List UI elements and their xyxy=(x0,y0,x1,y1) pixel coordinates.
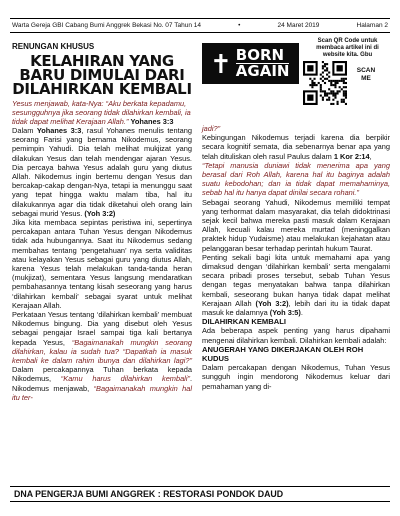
born-again-text xyxy=(236,48,290,79)
p3-text-a: Perkataan Yesus tentang ‘dilahirkan kembali’ membuat Nikodemus bingung. Dia yang disebut oleh Yesus sebagai pengajar Israel sampai tiga kali bertanya kepada Yesus, xyxy=(12,310,192,347)
p3-quote-3: “Bagaimanakah mungkin hal itu ter- xyxy=(12,383,192,402)
p3-text-c: . Nikodemus menjawab, xyxy=(12,374,192,393)
article-title xyxy=(12,54,192,96)
rp1-text: Kebingungan Nikodemus terjadi karena dia berpikir secara kognitif semata, dia sebenarnya benar apa yang telah dituliskan oleh rasul Paulus dalam xyxy=(202,133,390,161)
rp1-end: , xyxy=(369,151,372,161)
p1-bible-ref-2: (Yoh 3:2) xyxy=(82,208,116,218)
right-column xyxy=(202,124,390,391)
paragraph-1 xyxy=(12,126,192,218)
subheading-dilahirkan-kembali: DILAHIRKAN KEMBALI xyxy=(202,317,286,327)
born-again-logo xyxy=(202,43,299,84)
lead-quote xyxy=(12,99,192,126)
subheading-anugerah: ANUGERAH YANG DIKERJAKAN OLEH ROH KUDUS xyxy=(202,344,364,364)
rp3-ref-2: (Yoh 3:5) xyxy=(269,308,301,318)
header-bullet: • xyxy=(238,22,241,29)
right-paragraph-1 xyxy=(202,133,390,161)
rp3-text-c: . xyxy=(300,308,303,318)
rp3-text-a: Penting sekali bagi kita untuk memahami apa yang dimaksud dengan ‘dilahirkan kembali’ serta mengalami secara pribadi proses tersebut, sebab Tuhan Yesus dengan tegas menyatakan bahwa tanpa dilahirkan kembali, seseorang bukan hanya tidak dapat melihat Kerajaan Allah xyxy=(202,252,390,308)
p1-text-b: , rasul Yohanes menulis tentang seorang Farisi yang bernama Nikodemus, seorang pemimpin Yahudi. Dia telah melihat mukjizat yang dilakukan Yesus dan telah mendengar ajaran Yesus. Dia percaya bahwa Yesus adalah guru yang diutus Allah. Nikodemus ingin bertemu dengan Yesus dan bercakap-cakap dengan-Nya, tetapi ia menunggu saat yang tepat hingga waktu malam tiba, hal itu dilakukannya agar dia tidak diketahui oleh orang lain sebagai murid Yesus. xyxy=(12,126,192,218)
rp3-text-b: , lebih dari itu ia tidak dapat masuk ke dalamnya xyxy=(202,298,390,318)
newsletter-header xyxy=(10,18,390,33)
qr-code-icon xyxy=(303,61,347,105)
right-paragraph-5: Dalam percakapan dengan Nikodemus, Tuhan Yesus sungguh ingin mendorong Nikodemus keluar dari pemahaman yang di- xyxy=(202,363,390,391)
right-paragraph-4: Ada beberapa aspek penting yang harus dipahami mengenai dilahirkan kembali. Dilahirkan kembali adalah: xyxy=(202,326,390,345)
right-paragraph-3 xyxy=(202,253,390,317)
qr-code[interactable] xyxy=(303,61,347,105)
title-line-2: BARU DIMULAI DARI xyxy=(19,66,185,84)
scan-me-label xyxy=(350,67,382,83)
title-line-3: DILAHIRKAN KEMBALI xyxy=(12,80,192,98)
scan-label-line-1: SCAN xyxy=(356,67,376,74)
p1-text-a: Dalam xyxy=(12,126,37,135)
lead-quote-reference: Yohanes 3:3 xyxy=(130,117,174,126)
paragraph-2: Jika kita membaca sepintas peristiwa ini, sepertinya percakapan antara Tuhan Yesus dengan Nikodemus tidak ada hubungannya. Saat itu Nikodemus sedang membahas tentang ‘pengetahuan’ nya serta validitas atau kelayakan Yesus sebagai guru yang diutus Allah, karena Yesus telah melakukan tanda-tanda heran (mukjizat), sementara Yesus langsung mendaratkan pembahasannya tentang kisah seseorang yang harus ‘dilahirkan kembali’ sebagai syarat untuk melihat Kerajaan Allah. xyxy=(12,218,192,310)
issue-date: 24 Maret 2019 xyxy=(277,22,320,29)
qr-caption: Scan QR Code untuk membaca artikel ini di website kita. Gbu xyxy=(316,38,379,58)
p3-quote-2: “Kamu harus dilahirkan kembali” xyxy=(60,374,190,384)
left-column xyxy=(12,42,192,402)
right-paragraph-2: Sebagai seorang Yahudi, Nikodemus memiliki tempat yang terhormat dalam masyarakat, dia telah didoktrinasi sejak kecil bahwa mereka pasti masuk dalam Kerajaan Allah, kecuali kalau mereka murtad (meninggalkan praktek hidup Yudaisme) atau melakukan kejahatan atau pelanggaran besar terhadap perintah hukum Taurat. xyxy=(202,197,390,253)
rp1-bible-ref: 1 Kor 2:14 xyxy=(333,151,370,161)
p3-quote-1: “Bagaimanakah mungkin seorang dilahirkan, kalau ia sudah tua? “Dapatkah ia masuk kembali ke dalam rahim ibunya dan dilahirkan lagi?” xyxy=(12,337,192,366)
rp3-ref-1: (Yoh 3:2) xyxy=(255,298,289,308)
newsletter-footer: DNA PENGERJA BUMI ANGGREK : RESTORASI PONDOK DAUD xyxy=(10,486,390,502)
cross-icon: ✝ xyxy=(210,48,232,79)
publication-name: Warta Gereja GBI Cabang Bumi Anggrek Bekasi No. 07 Tahun 14 xyxy=(12,22,201,29)
born-again-line-2: AGAIN xyxy=(235,62,290,80)
p3-text-b: Dalam percakapannya Tuhan berkata kepada Nikodemus, xyxy=(12,365,192,384)
p1-bible-ref: Yohanes 3:3 xyxy=(36,126,82,135)
section-label: RENUNGAN KHUSUS xyxy=(12,42,95,51)
continued-quote: jadi?” xyxy=(202,124,221,133)
scan-label-line-2: ME xyxy=(361,75,371,82)
corinthians-quote: “Tetapi manusia duniawi tidak menerima apa yang berasal dari Roh Allah, karena hal itu baginya adalah suatu kebodohan; dan ia tidak dapat memahaminya, sebab hal itu hanya dapat dinilai secara rohani.” xyxy=(202,160,390,198)
born-again-line-1: BORN xyxy=(236,48,290,64)
page-number: Halaman 2 xyxy=(356,22,388,29)
paragraph-3 xyxy=(12,310,192,402)
title-line-1: KELAHIRAN YANG xyxy=(30,52,174,70)
lead-quote-text: Yesus menjawab, kata-Nya: “Aku berkata kepadamu, sesungguhnya jika seorang tidak dilahirkan kembali, ia tidak dapat melihat Kerajaan Allah.” xyxy=(12,99,191,126)
